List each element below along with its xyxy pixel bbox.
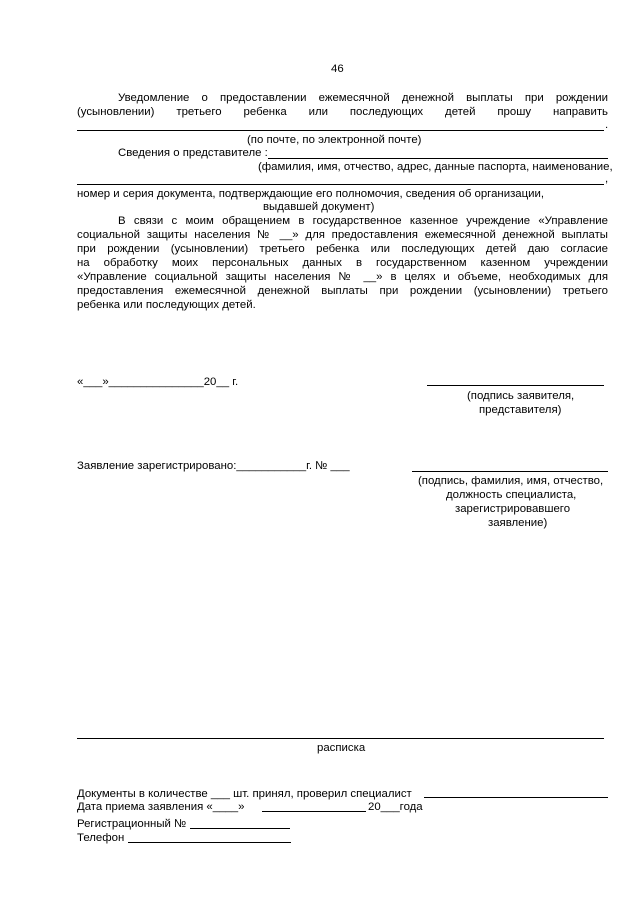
receipt-date-year: 20___года (368, 801, 423, 813)
receipt-reg-number-field[interactable] (190, 828, 290, 829)
page-number: 46 (331, 63, 344, 75)
consent-line-4: на обработку моих персональных данных в государственном казенном учреждении (77, 257, 608, 269)
representative-hint-2: номер и серия документа, подтверждающие его полномочия, сведения об организации, (77, 188, 545, 200)
receipt-title: расписка (317, 742, 366, 754)
specialist-name-field[interactable] (424, 797, 608, 798)
registration-caption-4: заявление) (488, 517, 548, 529)
signature-caption-1: (подпись заявителя, (467, 390, 575, 402)
receipt-date-month-field[interactable] (262, 811, 366, 812)
representative-hint-3: выдавшей документ) (263, 201, 375, 213)
consent-line-5: «Управление социальной защиты населения № __» в целях и объеме, необходимых для (77, 271, 608, 283)
receipt-phone-label: Телефон (77, 832, 125, 844)
specialist-signature-field[interactable] (412, 471, 608, 472)
registration-caption-3: зарегистрировавшего (455, 503, 571, 515)
representative-hint-1-end: , (605, 173, 609, 185)
registration-caption-2: должность специалиста, (446, 489, 577, 501)
tear-line (77, 738, 604, 739)
delivery-method-hint: (по почте, по электронной почте) (247, 134, 422, 146)
notification-line-1: Уведомление о предоставлении ежемесячной денежной выплаты при рождении (118, 92, 608, 104)
consent-line-6: предоставления ежемесячной денежной выплаты при рождении (усыновлении) третьего (77, 285, 608, 297)
signature-date[interactable]: «___»_______________20__ г. (77, 376, 239, 388)
delivery-method-field[interactable] (77, 130, 604, 131)
registration-text[interactable]: Заявление зарегистрировано:___________г. № ___ (77, 460, 350, 472)
consent-line-7: ребенка или последующих детей. (77, 299, 256, 311)
consent-line-1: В связи с моим обращением в государственное казенное учреждение «Управление (118, 215, 608, 227)
notification-line-2-end: . (605, 119, 609, 131)
receipt-date-label: Дата приема заявления «____» (77, 801, 245, 813)
receipt-reg-label: Регистрационный № (77, 818, 187, 830)
notification-line-2: (усыновлении) третьего ребенка или последующих детей прошу направить (77, 106, 608, 118)
consent-line-3: при рождении (усыновлении) третьего ребенка или последующих детей даю согласие (77, 243, 608, 255)
registration-caption-1: (подпись, фамилия, имя, отчество, (418, 475, 604, 487)
signature-caption-2: представителя) (479, 404, 562, 416)
receipt-phone-field[interactable] (128, 842, 291, 843)
consent-line-2: социальной защиты населения № __» для предоставления ежемесячной денежной выплаты (77, 229, 608, 241)
applicant-signature-field[interactable] (427, 385, 604, 386)
representative-label: Сведения о представителе : (118, 147, 268, 159)
representative-field-2[interactable] (77, 184, 604, 185)
representative-field[interactable] (268, 158, 608, 159)
representative-hint-1: (фамилия, имя, отчество, адрес, данные паспорта, наименование, (258, 161, 613, 173)
receipt-documents-text: Документы в количестве ___ шт. принял, проверил специалист (77, 788, 412, 800)
